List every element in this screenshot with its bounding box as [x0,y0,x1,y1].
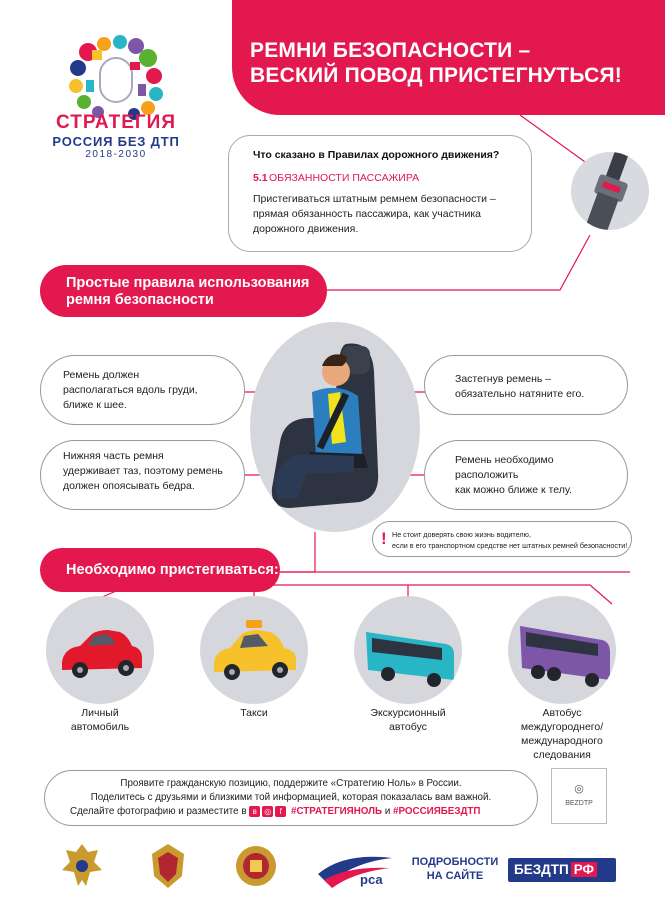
tip-line: располагаться вдоль груди, [63,384,198,396]
share-and: и [384,806,391,818]
vehicle-label-line: международного [521,735,603,747]
interior-ministry-emblem-icon [144,840,192,892]
site-main-text: БЕЗДТП [514,862,569,877]
vehicle-label-line: Личный [81,707,119,719]
rsa-logo-icon [314,850,396,892]
tip-line: Застегнув ремень – [455,373,552,385]
share-pre-text: Сделайте фотографию и разместите в [70,806,247,818]
rules-text-line: прямая обязанность пассажира, как участника [253,208,481,220]
tip-line: удерживает таз, поэтому ремень [63,465,223,477]
rules-section-number: 5.1 [253,172,268,184]
vehicle-car-image [46,596,154,704]
tip-line: Нижняя часть ремня [63,450,164,462]
vehicle-label-car [30,706,170,734]
vehicle-label-line: следования [533,749,591,761]
site-rf-text: РФ [571,862,597,877]
tip-line: обязательно натяните его. [455,388,585,400]
tip-hips [40,440,245,510]
buckle-icon [571,152,649,230]
rsa-logo [314,850,396,892]
logo-word-russia: РОССИЯ БЕЗ ДТП [52,134,180,149]
vk-icon[interactable]: в [249,806,260,817]
logo-word-strategy: СТРАТЕГИЯ [56,112,176,133]
vehicle-label-intercity-bus [492,706,632,762]
must-buckle-title: Необходимо пристегиваться: [66,562,279,578]
exclamation-icon: ! [381,529,387,548]
tip-tighten [424,355,628,415]
tour-bus-icon [354,596,462,704]
vehicle-label-tour-bus [338,706,478,734]
vehicle-label-line: Экскурсионный [370,707,446,719]
tip-line: Ремень необходимо [455,454,554,466]
title-line-1: РЕМНИ БЕЗОПАСНОСТИ – [250,39,531,62]
warning-line-1: Не стоит доверять свою жизнь водителю, [392,530,531,539]
vehicle-label-taxi [184,706,324,720]
tip-line: Ремень должен [63,369,140,381]
instagram-handle: BEZDTP [565,800,593,807]
rules-section-title: ОБЯЗАННОСТИ ПАССАЖИРА [269,172,420,184]
intercity-bus-icon [508,596,616,704]
instagram-icon[interactable]: ◎ [262,806,273,817]
instagram-icon: ◎ [574,783,584,795]
instagram-card[interactable] [551,768,607,824]
more-info-line-2: НА САЙТЕ [426,870,484,882]
tip-line: расположить [455,469,519,481]
warning-bubble [372,521,632,557]
vehicle-tour-bus-image [354,596,462,704]
tip-line: как можно ближе к телу. [455,484,572,496]
rules-text-line: дорожного движения. [253,223,359,235]
rules-text [253,192,523,237]
hashtag-russia-no-dtp[interactable]: #РОССИЯБЕЗДТП [393,806,481,818]
traffic-police-emblem-icon [232,840,280,892]
share-line-2: Поделитесь с друзьями и близкими той информацией, которая показалась вам важной. [90,792,492,803]
vehicle-label-line: Такси [240,707,268,719]
title-line-2: ВЕСКИЙ ПОВОД ПРИСТЕГНУТЬСЯ! [250,64,622,87]
car-icon [46,596,154,704]
tip-close-to-body [424,440,628,510]
vehicle-label-line: междугороднего/ [520,721,604,733]
simple-rules-title-line: ремня безопасности [66,292,214,308]
hashtag-strategy-zero[interactable]: #СТРАТЕГИЯНОЛЬ [291,806,383,818]
transport-ministry-emblem-icon [58,840,106,892]
share-line-1: Проявите гражданскую позицию, поддержите «Стратегию Ноль» в России. [120,778,462,789]
vehicle-intercity-bus-image [508,596,616,704]
share-line-3 [70,806,480,817]
tip-line: должен опоясывать бедра. [63,480,195,492]
more-info-line-1: ПОДРОБНОСТИ [411,856,499,868]
facebook-icon[interactable]: f [275,806,286,817]
passenger-illustration [250,322,420,532]
rules-question: Что сказано в Правилах дорожного движения? [253,149,500,161]
vehicle-label-line: автомобиль [70,721,130,733]
tip-chest [40,355,245,425]
tip-line: ближе к шее. [63,399,127,411]
taxi-icon [200,596,308,704]
vehicle-label-line: автобус [389,721,427,733]
rsa-text: рса [360,872,383,887]
seatbelt-buckle-image [571,152,649,230]
passenger-icon [250,322,420,532]
simple-rules-title-line: Простые правила использования [66,275,310,291]
warning-line-2: если в его транспортном средстве нет штатных ремней безопасности! [392,541,628,550]
vehicle-label-line: Автобус [542,707,582,719]
page-title [250,38,650,88]
vehicle-taxi-image [200,596,308,704]
site-link-button[interactable] [508,858,616,882]
rules-text-line: Пристегиваться штатным ремнем безопасности – [253,193,496,205]
simple-rules-title [66,275,326,309]
logo-years: 2018-2030 [85,149,147,160]
